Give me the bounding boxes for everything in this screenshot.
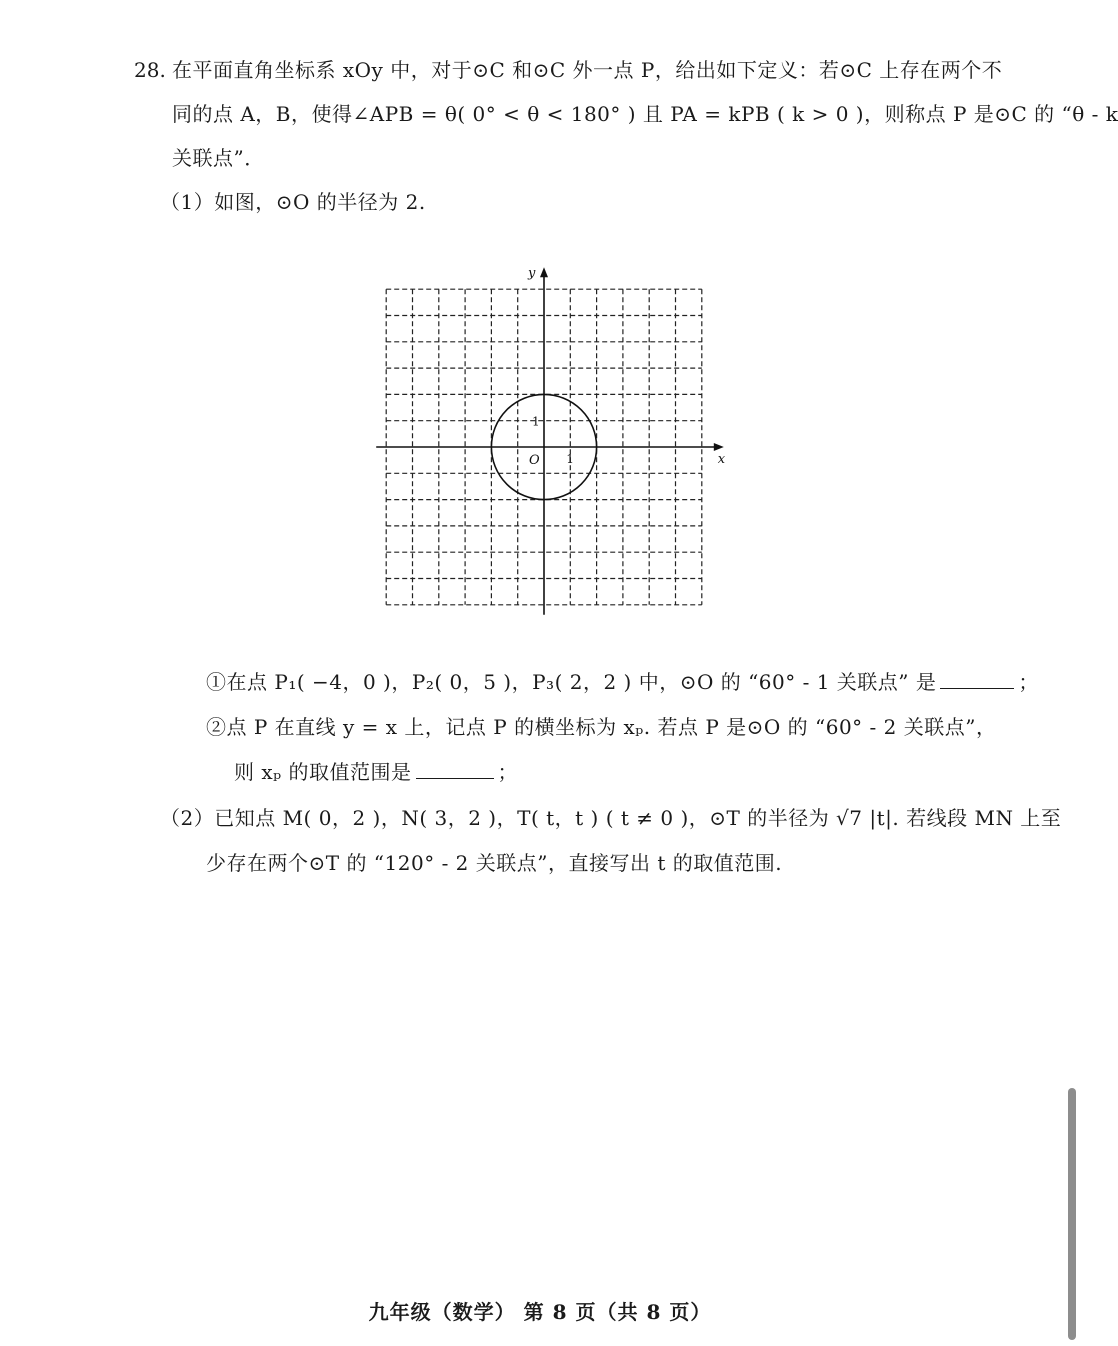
part1-item2-line2: [234, 758, 518, 786]
part1-item1-end: ；: [1018, 670, 1039, 694]
page-footer: 九年级（数学） 第 8 页（共 8 页）: [368, 1300, 712, 1324]
part1-intro: （1）如图，⊙O 的半径为 2.: [160, 190, 426, 214]
answer-blank-1[interactable]: [940, 670, 1014, 689]
x-tick-label: 1: [566, 452, 574, 466]
origin-label: O: [529, 453, 540, 468]
question-number: 28.: [134, 58, 166, 82]
part2-line2: 少存在两个⊙T 的 “120° - 2 关联点”，直接写出 t 的取值范围.: [206, 851, 783, 875]
y-axis-arrow: [540, 267, 548, 277]
x-axis-arrow: [714, 443, 724, 451]
part1-item2-text: 则 xₚ 的取值范围是: [234, 760, 412, 784]
part1-item2-end: ；: [497, 760, 518, 784]
part1-item1: [206, 668, 1039, 696]
coordinate-figure: [372, 262, 726, 624]
part2-line1: （2）已知点 M( 0，2 )，N( 3，2 )，T( t，t ) ( t ≠ 0 )，⊙T 的半径为 √7 |t|. 若线段 MN 上至: [160, 806, 1062, 830]
part1-item2-line1: ②点 P 在直线 y = x 上，记点 P 的横坐标为 xₚ. 若点 P 是⊙O 的 “60° - 2 关联点”，: [206, 715, 997, 739]
scrollbar-thumb[interactable]: [1068, 1088, 1076, 1340]
question-line-3: 关联点”．: [172, 146, 265, 170]
part1-item1-text: ①在点 P₁( −4，0 )，P₂( 0，5 )，P₃( 2，2 ) 中，⊙O 的 “60° - 1 关联点” 是: [206, 670, 937, 694]
x-axis-label: x: [717, 452, 726, 467]
y-tick-label: 1: [532, 414, 540, 429]
answer-blank-2[interactable]: [416, 760, 494, 779]
question-line-2: 同的点 A，B，使得∠APB = θ( 0° < θ < 180° ) 且 PA = kPB ( k > 0 )，则称点 P 是⊙C 的 “θ - k: [172, 102, 1118, 126]
question-line-1: 在平面直角坐标系 xOy 中，对于⊙C 和⊙C 外一点 P，给出如下定义：若⊙C 上存在两个不: [172, 58, 1003, 82]
y-axis-label: y: [528, 266, 536, 282]
